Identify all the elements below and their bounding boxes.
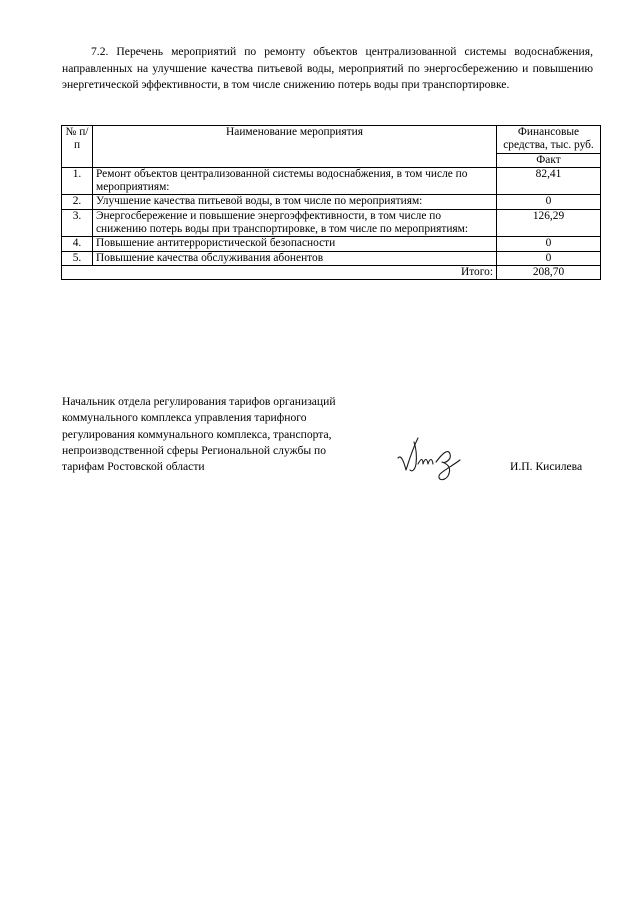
measures-table [61, 125, 601, 280]
signer-position-line: Начальник отдела регулирования тарифов организаций [62, 395, 336, 408]
header-number: № п/п [62, 126, 93, 168]
signer-position [62, 394, 372, 475]
table-row [62, 167, 601, 195]
row-value: 0 [497, 237, 601, 251]
header-fact: Факт [497, 153, 601, 167]
signer-name: И.П. Кисилева [510, 460, 583, 473]
row-name: Энергосбережение и повышение энергоэффективности, в том числе по снижению потерь воды при транспортировке, в том числе по мероприятиям: [93, 209, 497, 237]
table-row [62, 195, 601, 209]
row-value: 82,41 [497, 167, 601, 195]
row-number: 1. [62, 167, 93, 195]
table-header-row [62, 126, 601, 154]
row-value: 0 [497, 251, 601, 265]
total-value: 208,70 [497, 265, 601, 279]
table-row [62, 237, 601, 251]
table-row [62, 251, 601, 265]
row-number: 3. [62, 209, 93, 237]
row-name: Повышение антитеррористической безопасности [93, 237, 497, 251]
signer-position-line: регулирования коммунального комплекса, транспорта, [62, 427, 332, 441]
total-label: Итого: [62, 265, 497, 279]
signer-position-line: коммунального комплекса управления тарифного [62, 411, 307, 425]
row-name: Повышение качества обслуживания абонентов [93, 251, 497, 265]
row-number: 2. [62, 195, 93, 209]
signer-position-line: непроизводственной сферы Региональной службы по [62, 443, 327, 457]
row-value: 126,29 [497, 209, 601, 237]
row-value: 0 [497, 195, 601, 209]
table-row [62, 209, 601, 237]
total-row [62, 265, 601, 279]
header-finance: Финансовые средства, тыс. руб. [497, 126, 601, 154]
row-number: 5. [62, 251, 93, 265]
row-name: Улучшение качества питьевой воды, в том числе по мероприятиям: [93, 195, 497, 209]
row-name: Ремонт объектов централизованной системы водоснабжения, в том числе по мероприятиям: [93, 167, 497, 195]
header-name: Наименование мероприятия [93, 126, 497, 168]
signer-position-line: тарифам Ростовской области [62, 460, 205, 474]
handwritten-signature [392, 434, 472, 484]
row-number: 4. [62, 237, 93, 251]
intro-paragraph: 7.2. Перечень мероприятий по ремонту объектов централизованной системы водоснабжения, направленных на улучшение качества питьевой воды, мероприятий по энергосбережению и повышению энергетической эффективности, в том числе снижению потерь воды при транспортировке. [62, 45, 593, 91]
